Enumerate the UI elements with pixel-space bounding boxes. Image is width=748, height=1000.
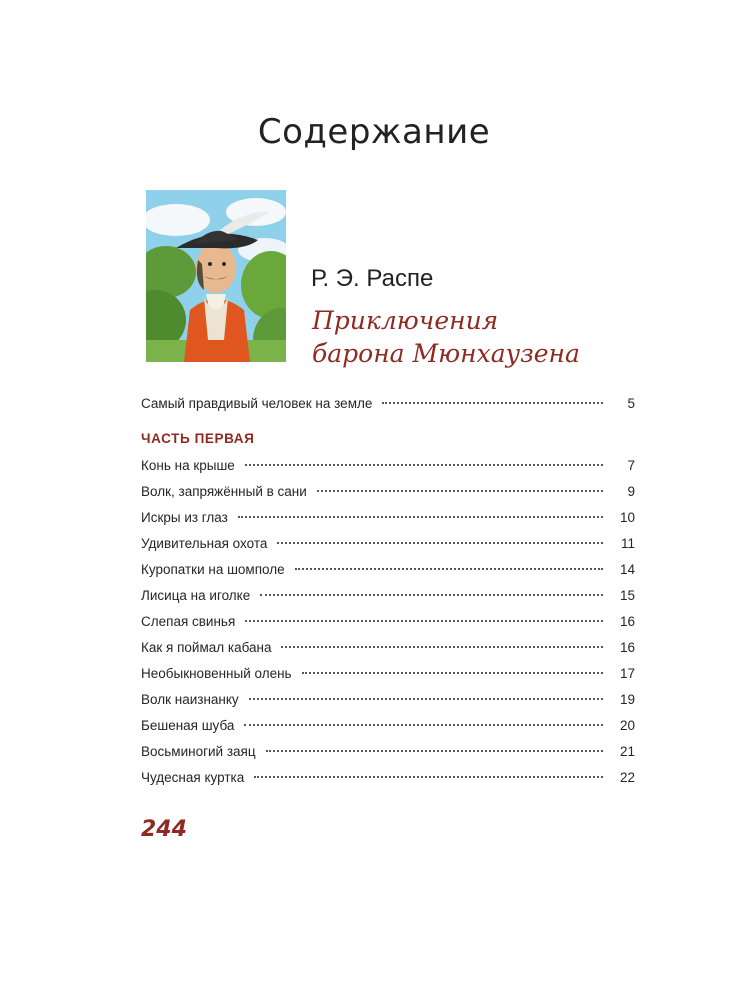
dot-leader: [281, 646, 603, 648]
toc-entry-label: Лисица на иголке: [141, 588, 251, 603]
dot-leader: [260, 594, 603, 596]
dot-leader: [249, 698, 603, 700]
page-number: 244: [141, 817, 187, 842]
page-title: Содержание: [257, 112, 491, 152]
toc-entry-page: 21: [619, 744, 635, 759]
toc-entry[interactable]: [141, 562, 635, 582]
toc-entry-page: 16: [619, 614, 635, 629]
toc-entry[interactable]: [141, 640, 635, 660]
toc-entry[interactable]: [141, 458, 635, 478]
toc-entry-page: 20: [619, 718, 635, 733]
toc-entry[interactable]: [141, 614, 635, 634]
book-title: [312, 304, 580, 370]
toc-entry[interactable]: [141, 718, 635, 738]
toc-entry-page: 15: [619, 588, 635, 603]
book-author: Р. Э. Распе: [311, 265, 434, 292]
dot-leader: [295, 568, 603, 570]
dot-leader: [245, 620, 603, 622]
toc-entry-label: Конь на крыше: [141, 458, 235, 473]
dot-leader: [254, 776, 603, 778]
section-heading: ЧАСТЬ ПЕРВАЯ: [141, 431, 255, 446]
toc-entry[interactable]: [141, 692, 635, 712]
toc-entry[interactable]: [141, 484, 635, 504]
toc-entry-label: Восьминогий заяц: [141, 744, 256, 759]
toc-entry-page: 22: [619, 770, 635, 785]
dot-leader: [244, 724, 603, 726]
toc-entry-label: Бешеная шуба: [141, 718, 235, 733]
toc-entry-label: Самый правдивый человек на земле: [141, 396, 373, 411]
toc-entry[interactable]: [141, 666, 635, 686]
toc-entry-page: 10: [619, 510, 635, 525]
toc-entry[interactable]: [141, 536, 635, 556]
toc-entry-label: Необыкновенный олень: [141, 666, 292, 681]
toc-entry-label: Как я поймал кабана: [141, 640, 272, 655]
toc-entry-page: 7: [627, 458, 635, 473]
toc-entry-label: Волк наизнанку: [141, 692, 239, 707]
baron-illustration: [146, 190, 286, 362]
dot-leader: [317, 490, 603, 492]
toc-entry[interactable]: [141, 770, 635, 790]
toc-entry-label: Удивительная охота: [141, 536, 268, 551]
toc-entry-page: 17: [619, 666, 635, 681]
toc-entry-label: Куропатки на шомполе: [141, 562, 285, 577]
dot-leader: [245, 464, 603, 466]
toc-entry[interactable]: [141, 588, 635, 608]
toc-entry-label: Искры из глаз: [141, 510, 228, 525]
toc-entry-page: 9: [627, 484, 635, 499]
toc-entry-page: 19: [619, 692, 635, 707]
toc-entry-label: Чудесная куртка: [141, 770, 245, 785]
book-title-line: барона Мюнхаузена: [312, 339, 580, 368]
toc-entry[interactable]: [141, 744, 635, 764]
toc-entry-label: Волк, запряжённый в сани: [141, 484, 307, 499]
toc-entry-page: 14: [619, 562, 635, 577]
toc-entry-page: 11: [620, 536, 635, 551]
book-title-line: Приключения: [312, 306, 499, 335]
dot-leader: [266, 750, 603, 752]
dot-leader: [382, 402, 603, 404]
dot-leader: [277, 542, 603, 544]
dot-leader: [238, 516, 603, 518]
toc-entry-page: 16: [619, 640, 635, 655]
dot-leader: [302, 672, 603, 674]
toc-entry-intro[interactable]: [141, 396, 635, 416]
toc-entry[interactable]: [141, 510, 635, 530]
toc-entry-page: 5: [627, 396, 635, 411]
toc-entry-label: Слепая свинья: [141, 614, 236, 629]
